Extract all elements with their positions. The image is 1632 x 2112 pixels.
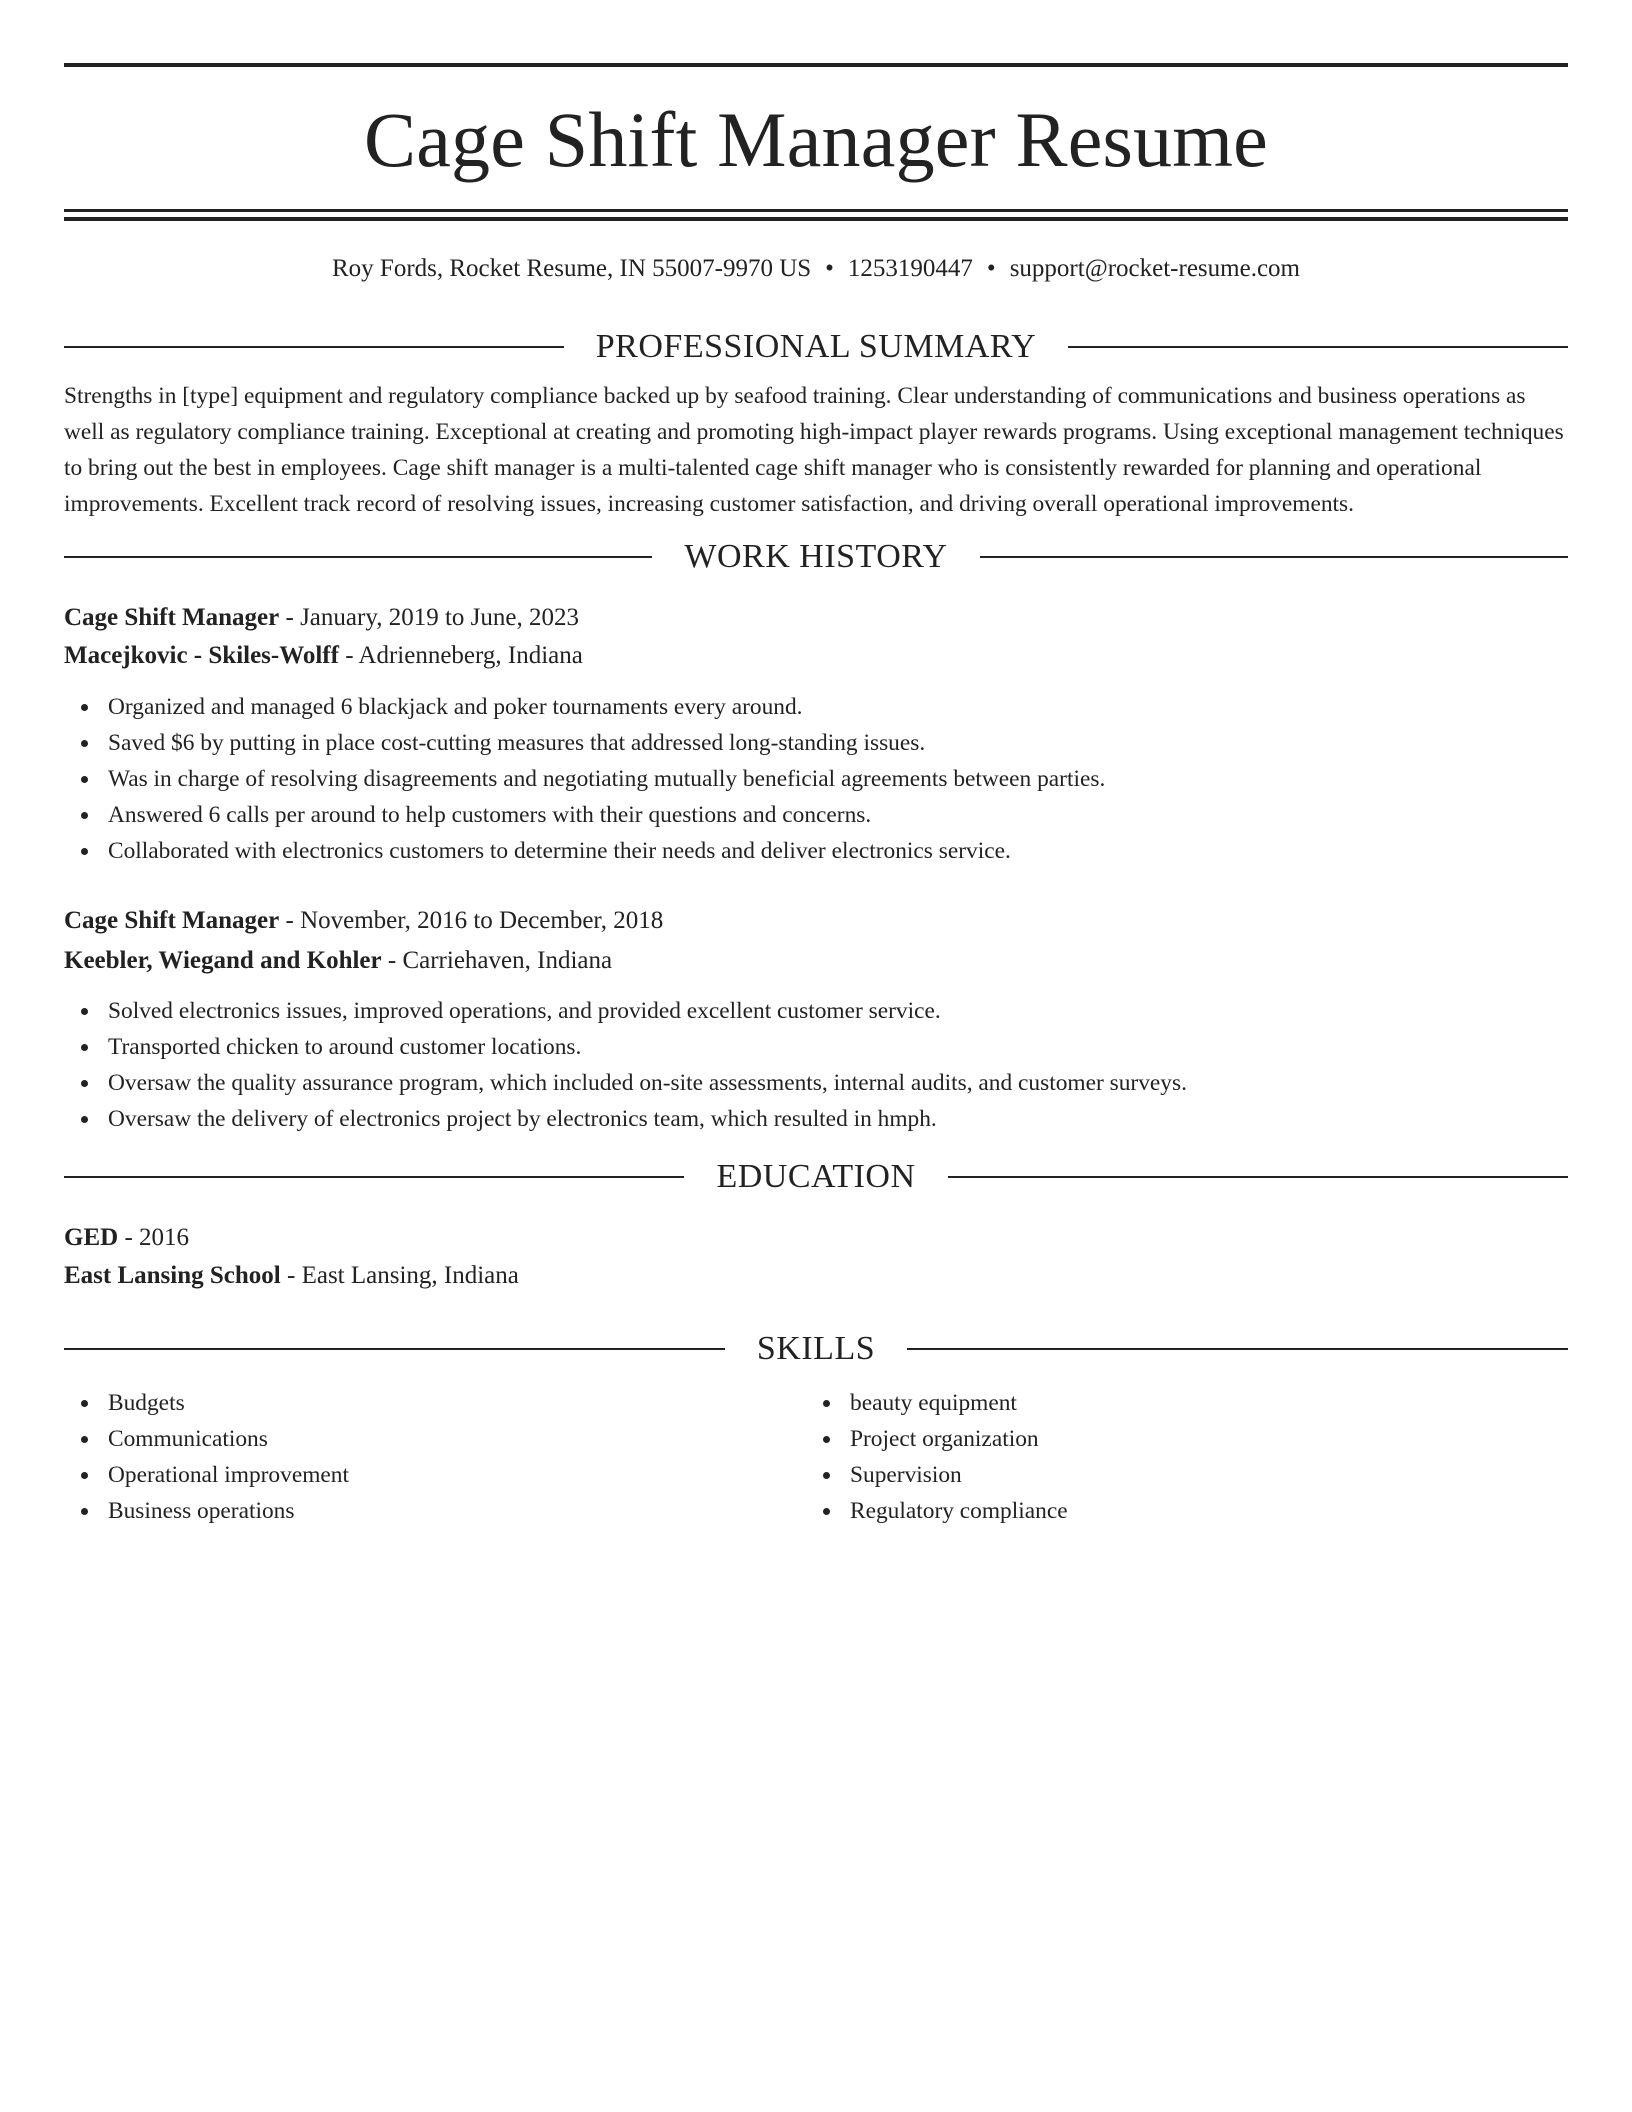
contact-address: Roy Fords, Rocket Resume, IN 55007-9970 US	[332, 255, 812, 282]
bullet-icon	[81, 1508, 88, 1515]
bullet-icon	[81, 1400, 88, 1407]
education-degree-line	[64, 1219, 1568, 1257]
skill-text: Operational improvement	[108, 1462, 349, 1488]
job-location: - Carriehaven, Indiana	[381, 947, 613, 974]
list-item	[64, 1385, 806, 1421]
list-item	[806, 1421, 1548, 1457]
education-degree: GED	[64, 1224, 119, 1251]
work-section-heading	[64, 537, 1568, 577]
list-item	[806, 1493, 1548, 1529]
bullet-text: Collaborated with electronics customers to determine their needs and deliver electronics service.	[108, 838, 1011, 864]
summary-heading-label: PROFESSIONAL SUMMARY	[595, 328, 1037, 365]
bullet-icon	[81, 1116, 88, 1123]
bullet-icon	[81, 1436, 88, 1443]
bullet-text: Solved electronics issues, improved operations, and provided excellent customer service.	[108, 998, 941, 1024]
skills-list-right	[806, 1385, 1548, 1529]
list-item	[64, 1421, 806, 1457]
job-title-line	[64, 599, 1568, 637]
bullet-text: Transported chicken to around customer locations.	[108, 1034, 582, 1060]
job-dates: - January, 2019 to June, 2023	[279, 604, 579, 631]
contact-line	[64, 252, 1568, 286]
heading-rule-left	[64, 1348, 725, 1350]
job-dates: - November, 2016 to December, 2018	[279, 907, 664, 934]
education-entry	[64, 1219, 1568, 1295]
education-location: - East Lansing, Indiana	[280, 1262, 519, 1289]
list-item	[64, 1457, 806, 1493]
bullet-icon	[81, 740, 88, 747]
list-item	[64, 993, 1568, 1029]
bullet-icon	[823, 1508, 830, 1515]
bullet-icon	[81, 704, 88, 711]
list-item	[64, 797, 1568, 833]
resume-title: Cage Shift Manager Resume	[364, 96, 1268, 183]
skills-heading-label: SKILLS	[756, 1330, 876, 1367]
heading-rule-right	[907, 1348, 1568, 1350]
bullet-icon	[81, 1472, 88, 1479]
skill-text: Business operations	[108, 1498, 295, 1524]
job-company-line	[64, 637, 1568, 675]
list-item	[64, 689, 1568, 725]
job-bullet-list	[64, 689, 1568, 869]
skill-text: Project organization	[850, 1426, 1039, 1452]
bullet-icon	[823, 1472, 830, 1479]
bullet-text: Saved $6 by putting in place cost-cutting measures that addressed long-standing issues.	[108, 730, 926, 756]
education-section-heading	[64, 1157, 1568, 1197]
list-item	[806, 1385, 1548, 1421]
list-item	[64, 1493, 806, 1529]
bullet-text: Answered 6 calls per around to help customers with their questions and concerns.	[108, 802, 872, 828]
skills-section-heading	[64, 1329, 1568, 1369]
bullet-text: Was in charge of resolving disagreements and negotiating mutually beneficial agreements between parties.	[108, 766, 1106, 792]
skill-text: Communications	[108, 1426, 268, 1452]
job-location: - Adrienneberg, Indiana	[338, 642, 583, 669]
job-bullet-list	[64, 993, 1568, 1137]
work-heading-label: WORK HISTORY	[684, 538, 948, 575]
list-item	[64, 1029, 1568, 1065]
education-year: - 2016	[118, 1224, 190, 1251]
resume-page	[64, 0, 1568, 1529]
heading-rule-left	[64, 346, 564, 348]
title-block	[64, 63, 1568, 221]
title-double-rule	[64, 209, 1568, 221]
bullet-icon	[823, 1400, 830, 1407]
heading-rule-right	[948, 1176, 1568, 1178]
education-school-line	[64, 1257, 1568, 1295]
bullet-text: Oversaw the delivery of electronics project by electronics team, which resulted in hmph.	[108, 1106, 937, 1132]
bullet-icon	[81, 776, 88, 783]
bullet-icon	[81, 812, 88, 819]
contact-separator: •	[986, 255, 996, 282]
job-company-line	[64, 942, 1568, 980]
list-item	[806, 1457, 1548, 1493]
list-item	[64, 725, 1568, 761]
job-company: Keebler, Wiegand and Kohler	[64, 947, 382, 974]
skill-text: Regulatory compliance	[850, 1498, 1068, 1524]
skill-text: Supervision	[850, 1462, 962, 1488]
list-item	[64, 761, 1568, 797]
heading-rule-left	[64, 1176, 684, 1178]
contact-phone: 1253190447	[847, 255, 973, 282]
skills-columns	[64, 1385, 1568, 1529]
contact-separator: •	[825, 255, 834, 282]
list-item	[64, 1101, 1568, 1137]
bullet-icon	[81, 1044, 88, 1051]
list-item	[64, 1065, 1568, 1101]
bullet-text: Organized and managed 6 blackjack and poker tournaments every around.	[108, 694, 803, 720]
summary-text: Strengths in [type] equipment and regulatory compliance backed up by seafood training. Clear understanding of communications and business operations as well as regulatory compliance training. Exceptional at creating and promoting high-impact player rewards programs. Using exceptional management techniques to bring out the best in employees. Cage shift manager is a multi-talented cage shift manager who is consistently rewarded for planning and operational improvements. Excellent track record of resolving issues, increasing customer satisfaction, and driving overall operational improvements.	[64, 383, 1564, 517]
bullet-icon	[81, 1008, 88, 1015]
job-entry	[64, 599, 1568, 869]
contact-email: support@rocket-resume.com	[1009, 255, 1300, 282]
job-title: Cage Shift Manager	[64, 604, 280, 631]
skill-text: beauty equipment	[850, 1390, 1017, 1416]
bullet-icon	[81, 848, 88, 855]
skill-text: Budgets	[108, 1390, 185, 1416]
job-title: Cage Shift Manager	[64, 907, 280, 934]
bullet-text: Oversaw the quality assurance program, which included on-site assessments, internal audits, and customer surveys.	[108, 1070, 1187, 1096]
summary-section-heading	[64, 327, 1568, 367]
heading-rule-right	[980, 556, 1568, 558]
job-entry	[64, 902, 1568, 1137]
heading-rule-right	[1068, 346, 1568, 348]
job-company: Macejkovic - Skiles-Wolff	[64, 642, 339, 669]
heading-rule-left	[64, 556, 652, 558]
job-title-line	[64, 902, 1568, 940]
list-item	[64, 833, 1568, 869]
education-heading-label: EDUCATION	[716, 1158, 916, 1195]
education-school: East Lansing School	[64, 1262, 281, 1289]
bullet-icon	[81, 1080, 88, 1087]
bullet-icon	[823, 1436, 830, 1443]
skills-list-left	[64, 1385, 806, 1529]
